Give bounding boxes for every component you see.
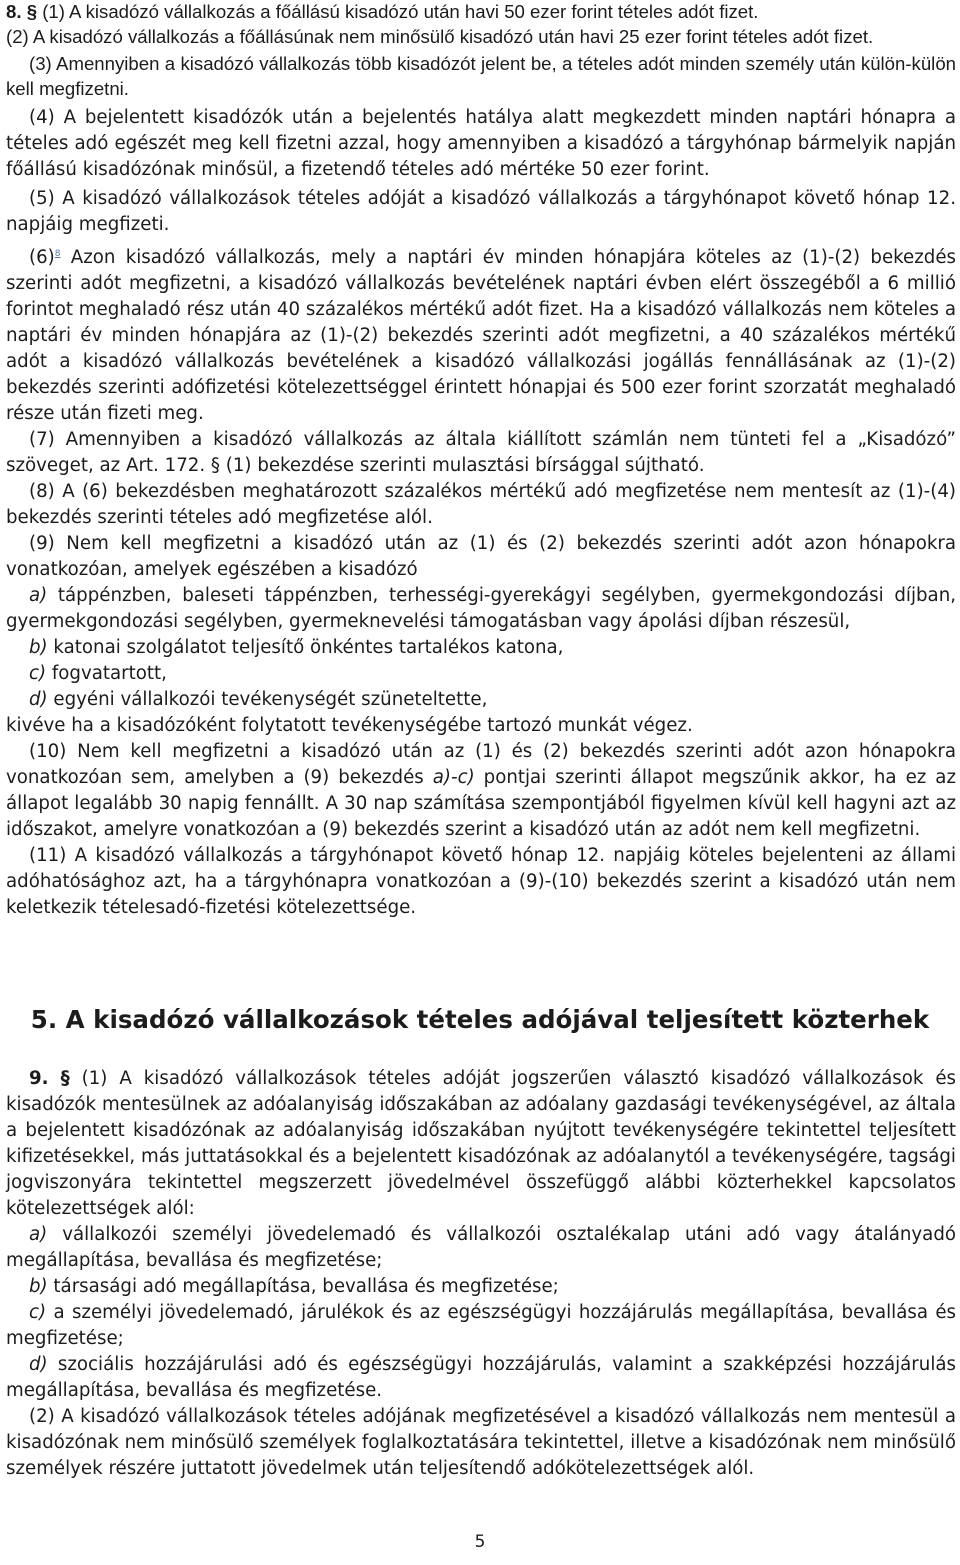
section-8-para-6 <box>6 241 956 427</box>
paragraph-sign: § <box>26 1 38 22</box>
point-marker: a) <box>29 585 48 606</box>
section-8-para-1 <box>6 0 956 25</box>
section-9-para-2: (2) A kisadózó vállalkozások tételes adójának megfizetésével a kisadózó vállalkozás nem mentesül a kisadózónak nem minősülő személyek foglalkoztatására tekintettel, illetve a kisadózónak nem minősülő személyek részére juttatott jövedelmek után teljesítendő adókötelezettségek alól. <box>6 1406 956 1479</box>
section-9-point-a <box>6 1222 956 1274</box>
para-text: (1) A kisadózó vállalkozás a főállású kisadózó után havi 50 ezer forint tételes adót fizet. <box>37 1 759 22</box>
point-text: a személyi jövedelemadó, járulékok és az egészségügyi hozzájárulás megállapítása, bevallása és megfizetése; <box>6 1302 956 1349</box>
section-8-para-11: (11) A kisadózó vállalkozás a tárgyhónapot követő hónap 12. napjáig köteles bejelenteni az állami adóhatósághoz azt, ha a tárgyhónapra vonatkozóan a (9)-(10) bekezdés szerint a kisadózó után nem keletkezik tételesadó-fizetési kötelezettsége. <box>6 845 956 918</box>
point-text: vállalkozói személyi jövedelemadó és vállalkozói osztalékalap utáni adó vagy átalányadó megállapítása, bevallása és megfizetése; <box>6 1224 956 1271</box>
page-number: 5 <box>474 1532 486 1552</box>
point-text: egyéni vállalkozói tevékenységét szüneteltette, <box>47 689 488 710</box>
point-marker: c) <box>29 663 47 684</box>
point-marker: b) <box>29 1276 48 1297</box>
section-9-point-b <box>6 1274 956 1300</box>
para-number: (6) <box>29 247 55 268</box>
section-8-para-4: (4) A bejelentett kisadózók után a bejelentés hatálya alatt megkezdett minden naptári hónapra a tételes adó egészét meg kell fizetni azzal, hogy amennyiben a kisadózó a tárgyhónap bármelyik napján főállású kisadózónak minősül, a fizetendő tételes adó mértéke 50 ezer forint. <box>6 107 956 180</box>
point-marker: d) <box>29 689 48 710</box>
section-8-para-9d <box>6 687 956 713</box>
section-8-para-9b <box>6 635 956 661</box>
section-8-para-2: (2) A kisadózó vállalkozás a főállásúnak nem minősülő kisadózó után havi 25 ezer forint tételes adót fizet. <box>6 25 874 47</box>
section-9-point-c <box>6 1300 956 1352</box>
point-marker: a)-c) <box>432 767 475 788</box>
section-9-block <box>6 1066 956 1482</box>
para-text: Azon kisadózó vállalkozás, mely a naptári év minden hónapjára köteles az (1)-(2) bekezdés szerinti adót megfizetni, a kisadózó vállalkozás bevételének naptári évben elért összegéből a 6 millió forintot meghaladó rész után 40 százalékos mértékű adót fizet. Ha a kisadózó vállalkozás nem köteles a naptári év minden hónapjára az (1)-(2) bekezdés szerinti adót megfizetni, a 40 százalékos mértékű adót a kisadózó vállalkozás bevételének a kisadózó vállalkozási jogállás fennállásának az (1)-(2) bekezdés szerinti adófizetési kötelezettséggel érintett hónapjai és 500 ezer forint szorzatát meghaladó része után fizeti meg. <box>6 247 956 424</box>
point-text: katonai szolgálatot teljesítő önkéntes tartalékos katona, <box>47 637 564 658</box>
section-8-para-7: (7) Amennyiben a kisadózó vállalkozás az általa kiállított számlán nem tünteti fel a „Kisadózó” szöveget, az Art. 172. § (1) bekezdése szerinti mulasztási bírsággal sújtható. <box>6 429 956 476</box>
document-page <box>6 0 956 921</box>
point-text: táppénzben, baleseti táppénzben, terhességi-gyerekágyi segélyben, gyermekgondozási díjban, gyermekgondozási segélyben, gyermeknevelési támogatásban vagy ápolási díjban részesül, <box>6 585 956 632</box>
section-8-para-9: (9) Nem kell megfizetni a kisadózó után az (1) és (2) bekezdés szerinti adót azon hónapokra vonatkozóan, amelyek egészében a kisadózó <box>6 533 956 580</box>
section-8-para-5: (5) A kisadózó vállalkozások tételes adóját a kisadózó vállalkozás a tárgyhónapot követő hónap 12. napjáig megfizeti. <box>6 188 956 235</box>
para-text: pontjai szerinti állapot megszűnik akkor, ha ez az állapot legalább 30 napig fennállt. A 30 nap számítása szempontjából figyelmen kívül kell hagyni azt az időszakot, amelyre vonatkozóan a (9) bekezdés szerint a kisadózó után az adót nem kell megfizetni. <box>6 767 956 840</box>
point-marker: a) <box>29 1224 48 1245</box>
section-8-para-9c <box>6 661 956 687</box>
para-text: (1) A kisadózó vállalkozások tételes adóját jogszerűen választó kisadózó vállalkozások és kisadózók mentesülnek az adóalanyiság időszakában az adóalany gazdasági tevékenységével, az általa a bejelentett kisadózónak az adóalanyiság időszakában nyújtott tevékenységére tekintettel teljesített kifizetésekkel, más juttatásokkal és a bejelentett kisadózónak az adóalanytól a tevékenységére, tagsági jogviszonyára tekintettel megszerzett jövedelmével összefüggő alábbi közterhekkel kapcsolatos kötelezettségek alól: <box>6 1068 956 1219</box>
section-number: 8. <box>6 1 22 22</box>
point-text: fogvatartott, <box>46 663 167 684</box>
point-text: szociális hozzájárulási adó és egészségügyi hozzájárulás, valamint a szakképzési hozzájárulás megállapítása, bevallása és megfizetése. <box>6 1354 956 1401</box>
chapter-heading: 5. A kisadózó vállalkozások tételes adójával teljesített közterhek <box>30 1005 930 1034</box>
section-number: 9. <box>29 1068 49 1089</box>
paragraph-sign: § <box>60 1068 70 1089</box>
point-marker: c) <box>29 1302 47 1323</box>
point-text: társasági adó megállapítása, bevallása és megfizetése; <box>47 1276 559 1297</box>
para-text: (10) Nem kell megfizetni a kisadózó után az (1) és (2) bekezdés szerinti adót azon hónapokra vonatkozóan sem, amelyben a (9) bekezdés <box>6 741 956 788</box>
point-marker: d) <box>29 1354 48 1375</box>
section-8-para-8: (8) A (6) bekezdésben meghatározott százalékos mértékű adó megfizetése nem mentesít az (1)-(4) bekezdés szerinti tételes adó megfizetése alól. <box>6 481 956 528</box>
footnote-link[interactable]: 8 <box>54 249 61 259</box>
section-8-para-9-closing: kivéve ha a kisadózóként folytatott tevékenységébe tartozó munkát végez. <box>6 715 693 736</box>
section-9-point-d <box>6 1352 956 1404</box>
point-marker: b) <box>29 637 48 658</box>
section-9-para-1 <box>6 1066 956 1222</box>
section-8-para-10 <box>6 739 956 843</box>
section-8-para-9a <box>6 583 956 635</box>
section-8-para-3: (3) Amennyiben a kisadózó vállalkozás több kisadózót jelent be, a tételes adót minden személy után külön-külön kell megfizetni. <box>6 53 956 99</box>
